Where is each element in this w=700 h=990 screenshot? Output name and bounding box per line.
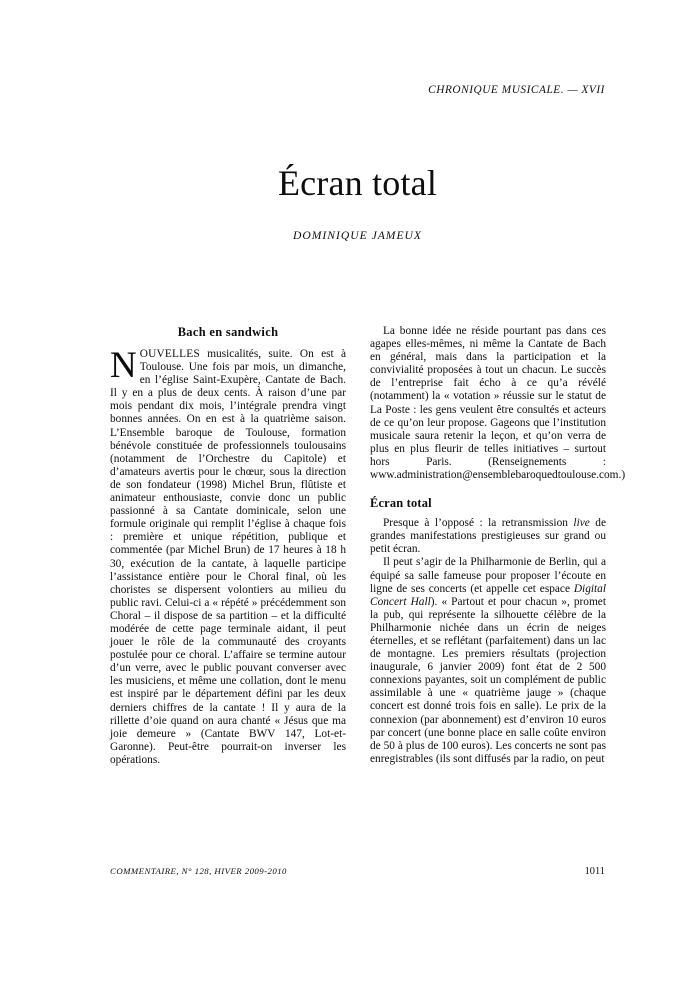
right-column [370,325,626,766]
paragraph-presque-oppose-part-a: Presque à l’opposé : la retransmission [383,517,574,530]
paragraph-opening-text: musicalités, suite. On est à Toulouse. Une fois par mois, un dimanche, en l’église Saint-Exupère, Cantate de Bach. Il y en a plus de deux cents. À raison d’une par mois pendant dix mois, l’intégrale prendra vingt bonnes années. On en est à la quatrième saison. L’Ensemble baroque de Toulouse, formation bénévole constituée de professionnels toulousains (notamment de l’Orchestre du Capitole) et d’amateurs avertis pour le chœur, sous la direction de son fondateur (1998) Michel Brun, flûtiste et animateur enthousiaste, convie donc un public passionné à sa Cantate dominicale, selon une formule originale qui remplit l’église à chaque fois : première et unique répétition, publique et commentée (par Michel Brun) de 17 heures à 18 h 30, exécution de la cantate, à laquelle participe l’assistance entière pour le Choral final, où les choristes se dispersent volontiers au milieu du public ravi. Celui-ci a « répété » précédemment son Choral – il dispose de sa partition – et la difficulté modérée de cette page terminale aidant, il peut jouer le rôle de la communauté des croyants postulée pour ce choral. L’affaire se termine autour d’un verre, avec le public pouvant converser avec les musiciens, et même une collation, dont le menu est inspiré par le département défini par les deux derniers chiffres de la cantate ! Il y aura de la rillette d’oie quand on aura chanté « Jésus que ma joie demeure » (Cantate BWV 147, Lot-et-Garonne). Peut-être pourrait-on inverser les opérations. [110,348,346,766]
drop-cap-letter: N [110,345,137,386]
left-column [110,325,346,767]
paragraph-opening [110,345,346,767]
emphasis-digital-concert-hall: Digital Concert Hall [370,582,606,608]
paragraph-philharmonie-part-b: ). « Partout et pour chacun », promet la pub, qui représente la silhouette célèbre de la Philharmonie nichée dans un écrin de neiges éternelles, et se reflétant (parfaitement) dans un lac de montagne. Les premiers résultats (projection inaugurale, 6 janvier 2009) font état de 2 500 connexions payantes, soit un complément de public assimilable à une « quatrième jauge » (chaque concert est donné trois fois en salle). Le prix de la connexion (par abonnement) est d’environ 10 euros par concert (une bonne place en salle coûte environ de 50 à plus de 100 euros). Les concerts ne sont pas enregistrables (ils sont diffusés par la radio, on peut [370,595,606,765]
paragraph-presque-oppose-part-b: de grandes manifestations prestigieuses sur grand ou petit écran. [370,517,606,556]
page-title: Écran total [277,163,438,204]
running-head: CHRONIQUE MUSICALE. — XVII [428,84,605,96]
footer-citation: COMMENTAIRE, N° 128, HIVER 2009-2010 [110,866,287,876]
paragraph-presque-oppose [370,517,606,556]
page-number: 1011 [584,866,605,877]
opening-small-caps: OUVELLES [139,348,200,360]
section-heading-bach-en-sandwich: Bach en sandwich [177,325,279,339]
paragraph-bonne-idee: La bonne idée ne réside pourtant pas dans ces agapes elles-mêmes, ni même la Cantate de Bach en général, mais dans la participation et la convivialité proposées à tout un chacun. Le succès de l’entreprise fait écho à ce qu’a révélé (notamment) la « votation » réussie sur le statut de La Poste : les gens veulent être consultés et acteurs de ce qu’on leur propose. Gageons que l’institution musicale saura retenir la leçon, et qu’on verra de plus en plus fleurir de telles initiatives – surtout hors Paris. (Renseignements : www.administration@ensemblebaroquedtoulouse.com.) [370,325,626,482]
section-heading-ecran-total: Écran total [370,496,432,511]
emphasis-live: live [573,517,590,530]
paragraph-philharmonie-berlin [370,556,606,766]
author-byline: DOMINIQUE JAMEUX [292,229,422,242]
page-footer [110,866,605,877]
paragraph-philharmonie-part-a: Il peut s’agir de la Philharmonie de Berlin, qui a équipé sa salle fameuse pour proposer l’écoute en ligne de ses concerts (et appelle cet espace [370,556,606,595]
